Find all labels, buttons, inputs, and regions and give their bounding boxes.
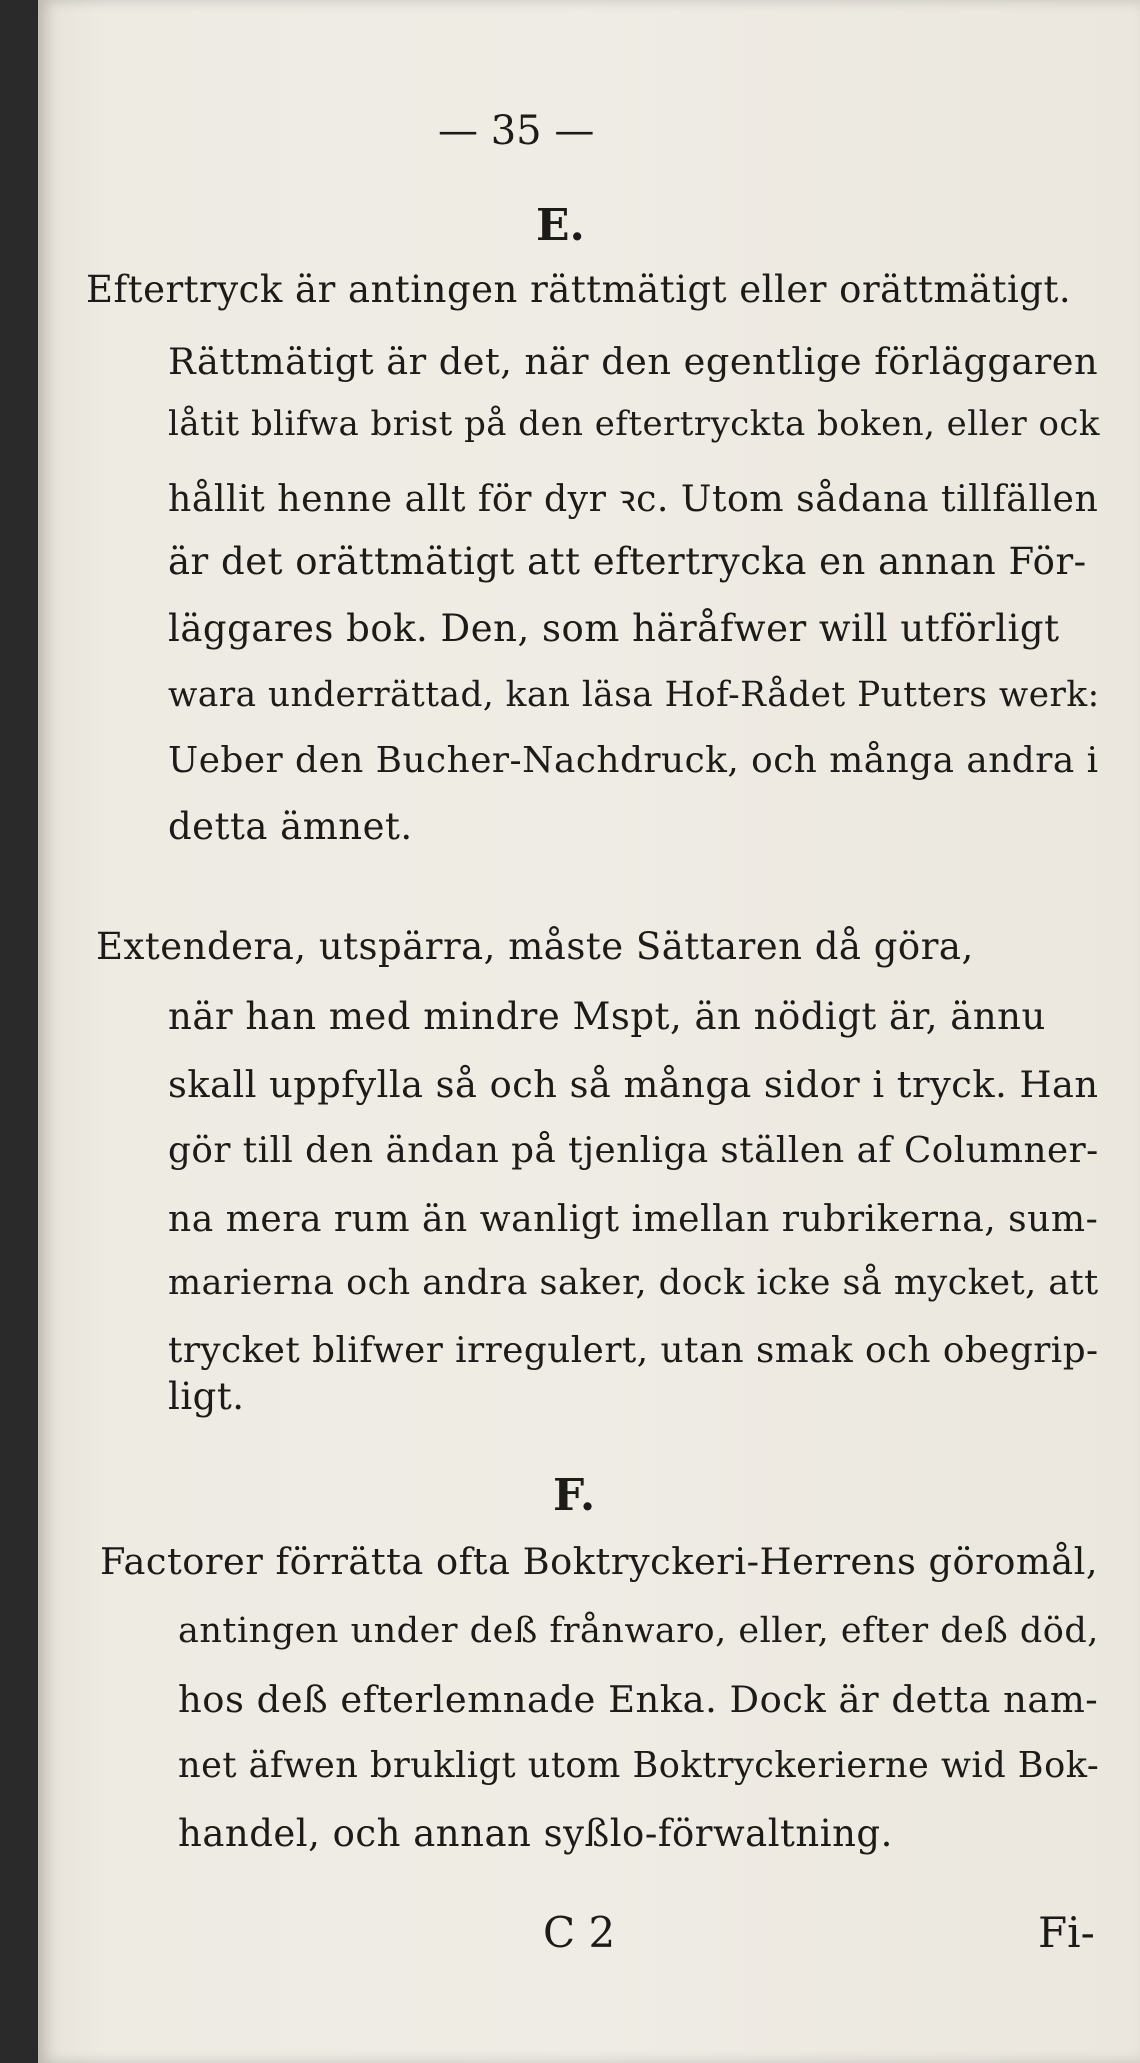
entry-extendera-line-6: marierna och andra saker, dock icke så mycket, att [168, 1263, 1099, 1303]
entry-extendera-line-4: gör till den ändan på tjenliga ställen af Columner- [168, 1130, 1099, 1171]
entry-factorer-line-3: hos deß efterlemnade Enka. Dock är detta nam- [178, 1678, 1099, 1721]
entry-eftertryck-line-8: Ueber den Bucher-Nachdruck, och många andra i [168, 740, 1099, 781]
entry-eftertryck-line-9: detta ämnet. [168, 805, 413, 848]
section-heading-f: F. [553, 1470, 596, 1521]
entry-eftertryck-line-3: låtit blifwa brist på den eftertryckta boken, eller ock [168, 405, 1100, 444]
entry-eftertryck-line-4: hållit henne allt för dyr ꝛc. Utom sådana tillfällen [168, 477, 1099, 520]
entry-extendera-line-2: när han med mindre Mspt, än nödigt är, ännu [168, 995, 1046, 1038]
entry-extendera-line-1: Extendera, utspärra, måste Sättaren då göra, [96, 925, 974, 968]
entry-factorer-line-1: Factorer förrätta ofta Boktryckeri-Herrens göromål, [100, 1540, 1099, 1583]
book-page [38, 0, 1140, 2063]
entry-factorer-line-4: net äfwen brukligt utom Boktryckerierne wid Bok- [178, 1745, 1100, 1786]
page-number-header: — 35 — [438, 108, 595, 154]
entry-eftertryck-line-2: Rättmätigt är det, när den egentlige förläggaren [168, 340, 1099, 383]
entry-extendera-line-3: skall uppfylla så och så många sidor i tryck. Han [168, 1063, 1099, 1106]
entry-extendera-line-5: na mera rum än wanligt imellan rubrikerna, sum- [168, 1198, 1099, 1240]
entry-eftertryck-line-5: är det orättmätigt att eftertrycka en annan För- [168, 540, 1087, 583]
entry-eftertryck-line-6: läggares bok. Den, som häråfwer will utförligt [168, 607, 1060, 650]
entry-extendera-line-8: ligt. [168, 1375, 245, 1418]
signature-mark: C 2 [543, 1908, 616, 1957]
entry-eftertryck-line-7: wara underrättad, kan läsa Hof-Rådet Putters werk: [168, 675, 1100, 715]
entry-eftertryck-line-1: Eftertryck är antingen rättmätigt eller orättmätigt. [86, 268, 1072, 311]
entry-factorer-line-2: antingen under deß frånwaro, eller, efter deß död, [178, 1610, 1099, 1651]
section-heading-e: E. [536, 200, 585, 251]
entry-factorer-line-5: handel, och annan syßlo-förwaltning. [178, 1812, 893, 1855]
catchword: Fi- [1038, 1908, 1095, 1957]
entry-extendera-line-7: trycket blifwer irregulert, utan smak och obegrip- [168, 1330, 1099, 1371]
